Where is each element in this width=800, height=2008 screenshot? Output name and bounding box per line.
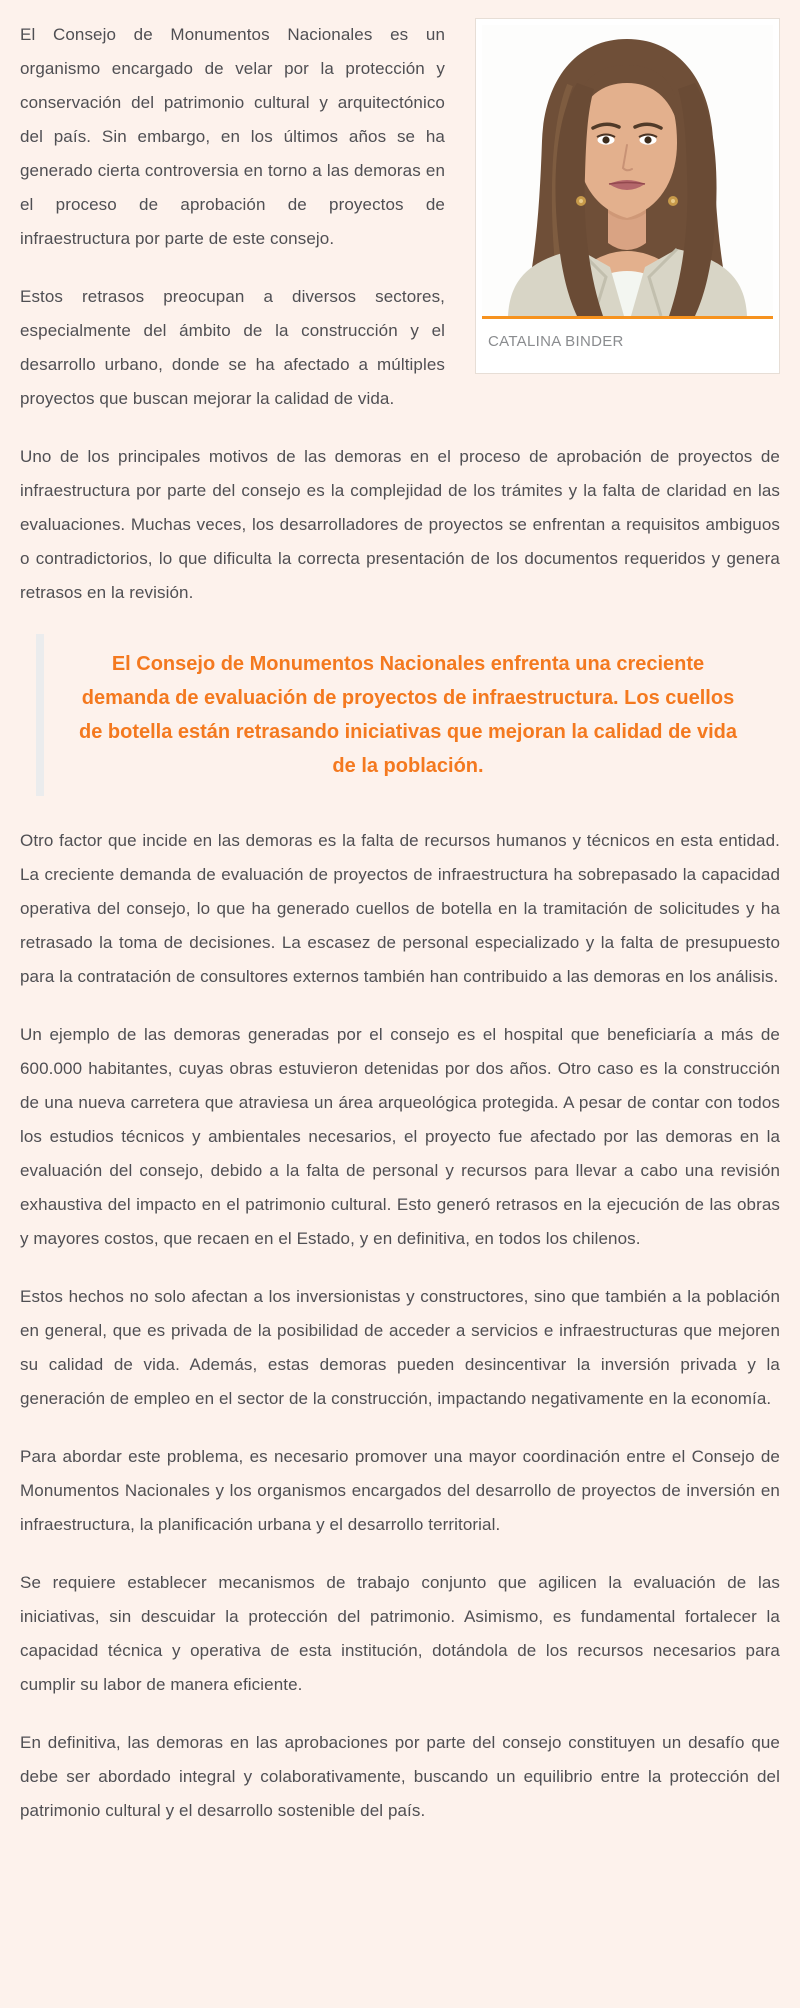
paragraph-mecanismos: Se requiere establecer mecanismos de trabajo conjunto que agilicen la evaluación de las iniciativas, sin descuidar la protección del patrimonio. Asimismo, es fundamental fortalecer la capacidad técnica y operativa de esta institución, dotándola de los recursos necesarios para cumplir su labor de manera eficiente. <box>20 1573 780 1694</box>
author-photo-card <box>475 18 780 374</box>
paragraph-coordinacion: Para abordar este problema, es necesario promover una mayor coordinación entre el Consejo de Monumentos Nacionales y los organismos encargados del desarrollo de proyectos de inversión en infraestructura, la planificación urbana y el desarrollo territorial. <box>20 1447 780 1534</box>
author-photo <box>482 25 773 316</box>
pull-quote: El Consejo de Monumentos Nacionales enfrenta una creciente demanda de evaluación de proyectos de infraestructura. Los cuellos de botella están retrasando iniciativas que mejoran la calidad de vida de la población. <box>36 634 780 796</box>
paragraph-sectors: Estos retrasos preocupan a diversos sectores, especialmente del ámbito de la construcción y el desarrollo urbano, donde se ha afectado a múltiples proyectos que buscan mejorar la calidad de vida. <box>20 287 445 408</box>
paragraph-intro: El Consejo de Monumentos Nacionales es un organismo encargado de velar por la protección y conservación del patrimonio cultural y arquitectónico del país. Sin embargo, en los últimos años se ha generado cierta controversia en torno a las demoras en el proceso de aprobación de proyectos de infraestructura por parte de este consejo. <box>20 25 445 248</box>
paragraph-efectos: Estos hechos no solo afectan a los inversionistas y constructores, sino que también a la población en general, que es privada de la posibilidad de acceder a servicios e infraestructuras que mejoren su calidad de vida. Además, estas demoras pueden desincentivar la inversión privada y la generación de empleo en el sector de la construcción, impactando negativamente en la economía. <box>20 1287 780 1408</box>
photo-underline <box>482 316 773 319</box>
paragraph-recursos: Otro factor que incide en las demoras es la falta de recursos humanos y técnicos en esta entidad. La creciente demanda de evaluación de proyectos de infraestructura ha sobrepasado la capacidad operativa del consejo, lo que ha generado cuellos de botella en la tramitación de solicitudes y ha retrasado la toma de decisiones. La escasez de personal especializado y la falta de presupuesto para la contratación de consultores externos también han contribuido a las demoras en los análisis. <box>20 831 780 986</box>
portrait-illustration <box>482 25 773 316</box>
photo-caption: CATALINA BINDER <box>488 333 624 350</box>
paragraph-ejemplos: Un ejemplo de las demoras generadas por el consejo es el hospital que beneficiaría a más de 600.000 habitantes, cuyas obras estuvieron detenidas por dos años. Otro caso es la construcción de una nueva carretera que atraviesa un área arqueológica protegida. A pesar de contar con todos los estudios técnicos y ambientales necesarios, el proyecto fue afectado por las demoras en la evaluación del consejo, debido a la falta de personal y recursos para llevar a cabo una revisión exhaustiva del impacto en el patrimonio cultural. Esto generó retrasos en la ejecución de las obras y mayores costos, que recaen en el Estado, y en definitiva, en todos los chilenos. <box>20 1025 780 1248</box>
paragraph-motivos: Uno de los principales motivos de las demoras en el proceso de aprobación de proyectos de infraestructura por parte del consejo es la complejidad de los trámites y la falta de claridad en las evaluaciones. Muchas veces, los desarrolladores de proyectos se enfrentan a requisitos ambiguos o contradictorios, lo que dificulta la correcta presentación de los documentos requeridos y genera retrasos en la revisión. <box>20 447 780 602</box>
paragraph-conclusion: En definitiva, las demoras en las aprobaciones por parte del consejo constituyen un desafío que debe ser abordado integral y colaborativamente, buscando un equilibrio entre la protección del patrimonio cultural y el desarrollo sostenible del país. <box>20 1733 780 1820</box>
